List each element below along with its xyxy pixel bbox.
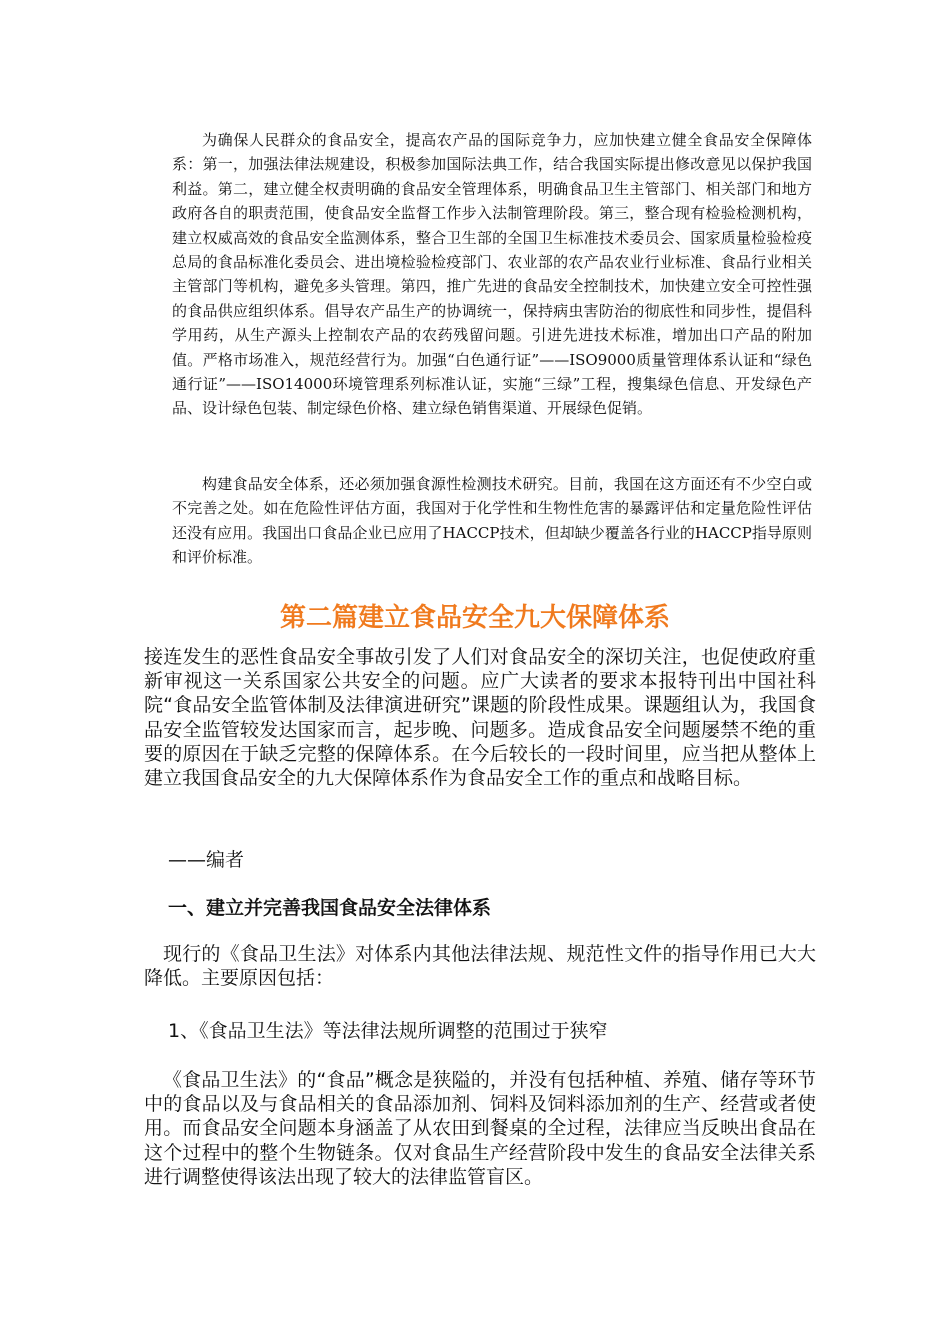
subsection-title-scope: 1、《食品卫生法》等法律法规所调整的范围过于狭窄 [168,1020,608,1042]
paragraph-safety-system: 为确保人民群众的食品安全，提高农产品的国际竞争力，应加快建立健全食品安全保障体系：第一，加强法律法规建设，积极参加国际法典工作，结合我国实际提出修改意见以保护我国利益。第二，建立健全权责明确的食品安全管理体系，明确食品卫生主管部门、相关部门和地方政府各自的职责范围，使食品安全监督工作步入法制管理阶段。第三，整合现有检验检测机构，建立权威高效的食品安全监测体系，整合卫生部的全国卫生标准技术委员会、国家质量检验检疫总局的食品标准化委员会、进出境检验检疫部门、农业部的农产品农业行业标准、食品行业相关主管部门等机构，避免多头管理。第四，推广先进的食品安全控制技术，加快建立安全可控性强的食品供应组织体系。倡导农产品生产的协调统一，保持病虫害防治的彻底性和同步性，提倡科学用药，从生产源头上控制农产品的农药残留问题。引进先进技术标准，增加出口产品的附加值。严格市场准入，规范经营行为。加强“白色通行证”——ISO9000质量管理体系认证和“绿色通行证”——ISO14000环境管理系列标准认证，实施“三绿”工程，搜集绿色信息、开发绿色产品、设计绿色包装、制定绿色价格、建立绿色销售渠道、开展绿色促销。 [172,131,812,418]
chapter-title: 第二篇建立食品安全九大保障体系 [279,603,670,633]
subsection-body-scope: 《食品卫生法》的“食品”概念是狭隘的，并没有包括种植、养殖、储存等环节中的食品以及与食品相关的食品添加剂、饲料及饲料添加剂的生产、经营或者使用。而食品安全问题本身涵盖了从农田到餐桌的全过程，法律应当反映出食品在这个过程中的整个生物链条。仅对食品生产经营阶段中发生的食品安全法律关系进行调整使得该法出现了较大的法律监管盲区。 [144,1069,816,1188]
editor-signature: ——编者 [168,849,245,871]
paragraph-detection-technology: 构建食品安全体系，还必须加强食源性检测技术研究。目前，我国在这方面还有不少空白或不完善之处。如在危险性评估方面，我国对于化学性和生物性危害的暴露评估和定量危险性评估还没有应用。我国出口食品企业已应用了HACCP技术，但却缺少覆盖各行业的HACCP指导原则和评价标准。 [172,475,812,567]
chapter-intro-paragraph: 接连发生的恶性食品安全事故引发了人们对食品安全的深切关注，也促使政府重新审视这一关系国家公共安全的问题。应广大读者的要求本报特刊出中国社科院“食品安全监管体制及法律演进研究”课题的阶段性成果。课题组认为，我国食品安全监管较发达国家而言，起步晚、问题多。造成食品安全问题屡禁不绝的重要的原因在于缺乏完整的保障体系。在今后较长的一段时间里，应当把从整体上建立我国食品安全的九大保障体系作为食品安全工作的重点和战略目标。 [144,646,816,790]
section-heading-legal-system: 一、建立并完善我国食品安全法律体系 [168,897,492,919]
section-intro-paragraph: 现行的《食品卫生法》对体系内其他法律法规、规范性文件的指导作用已大大降低。主要原因包括： [144,943,816,990]
